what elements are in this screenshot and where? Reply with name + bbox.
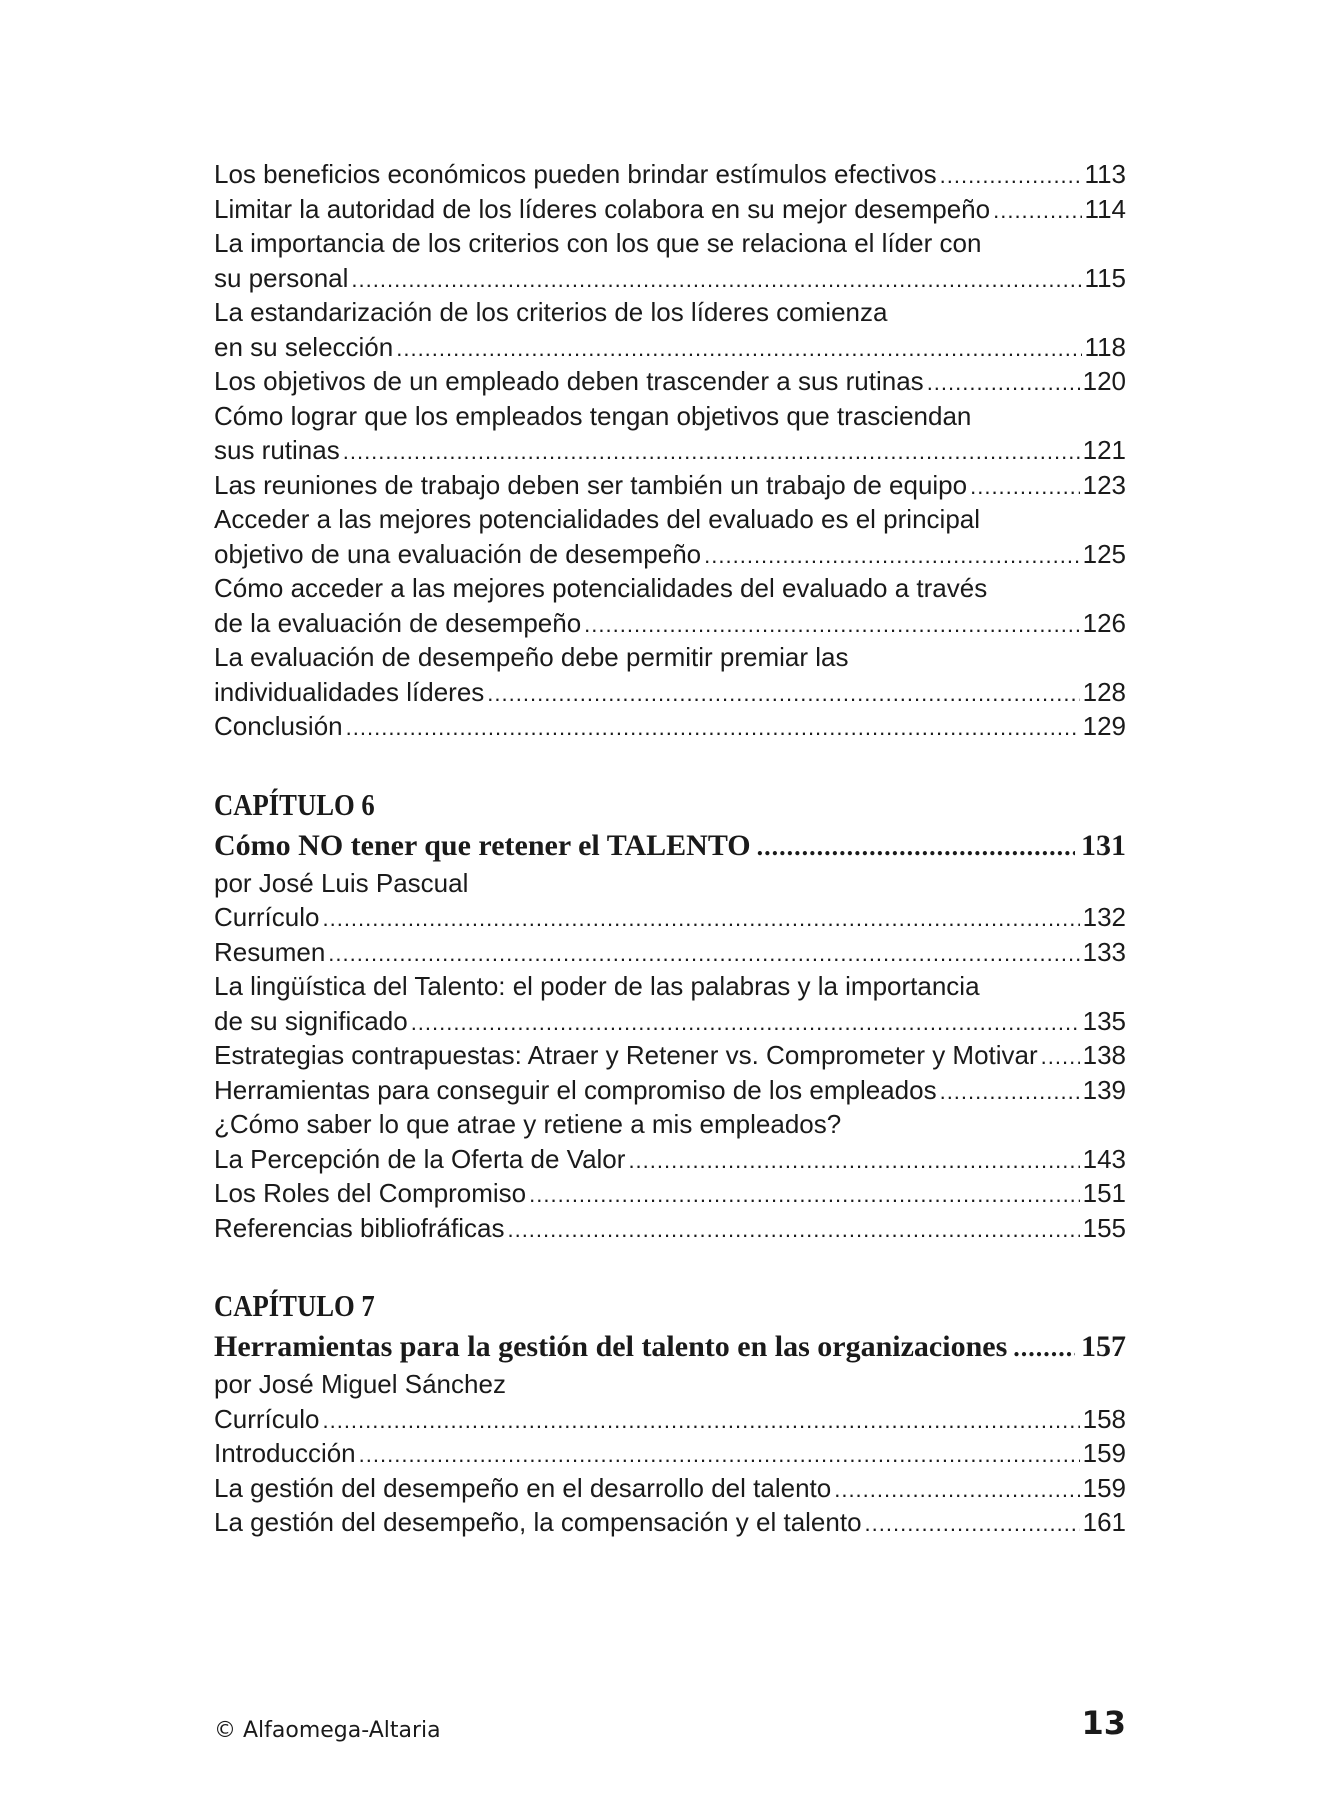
toc-entry-line1: Cómo acceder a las mejores potencialidades del evaluado a través: [214, 573, 988, 603]
toc-entry: Conclusión ..... 129: [214, 709, 1126, 744]
page-number: 13: [1081, 1704, 1126, 1742]
toc-entry: su personal ..... 115: [214, 261, 1126, 296]
toc-entry: Limitar la autoridad de los líderes colabora en su mejor desempeño ..... 114: [214, 192, 1126, 227]
chapter-author: por José Luis Pascual: [214, 867, 469, 898]
toc-entry: La Percepción de la Oferta de Valor ..... 143: [214, 1142, 1126, 1177]
toc-entry-line1: La estandarización de los criterios de los líderes comienza: [214, 297, 888, 327]
toc-entry: Resumen ..... 133: [214, 935, 1126, 970]
toc-entry: Referencias bibliofráficas ..... 155: [214, 1211, 1126, 1246]
toc-entry-line1: Cómo lograr que los empleados tengan objetivos que trasciendan: [214, 400, 972, 431]
toc-entry: de su significado ..... 135: [214, 1004, 1126, 1039]
toc-entry: Currículo ..... 132: [214, 900, 1126, 935]
toc-entry: La gestión del desempeño, la compensación y el talento ..... 161: [214, 1505, 1126, 1540]
toc-entry: La gestión del desempeño en el desarrollo del talento ..... 159: [214, 1471, 1126, 1506]
chapter-title: Cómo NO tener que retener el TALENTO ..... 131: [214, 826, 1126, 866]
toc-entry: en su selección ..... 118: [214, 330, 1126, 365]
toc-entry-line1: La lingüística del Talento: el poder de las palabras y la importancia: [214, 971, 980, 1001]
chapter-heading: CAPÍTULO 7: [214, 1288, 375, 1323]
toc-entry: Los beneficios económicos pueden brindar estímulos efectivos ..... 113: [214, 157, 1126, 192]
toc-entry: Introducción ..... 159: [214, 1436, 1126, 1471]
toc-entry: objetivo de una evaluación de desempeño ..... 125: [214, 537, 1126, 572]
toc-section-top: [214, 157, 1126, 744]
toc-entry: Las reuniones de trabajo deben ser también un trabajo de equipo ..... 123: [214, 468, 1126, 503]
toc-chapter-6: [214, 784, 1126, 1246]
toc-entry: Los Roles del Compromiso ..... 151: [214, 1176, 1126, 1211]
toc-entry-line1: La evaluación de desempeño debe permitir premiar las: [214, 642, 849, 672]
toc-entry-line1: Acceder a las mejores potencialidades del evaluado es el principal: [214, 504, 981, 534]
toc-entry: individualidades líderes ..... 128: [214, 675, 1126, 710]
publisher-footer: © Alfaomega-Altaria: [214, 1718, 441, 1743]
toc-entry: Estrategias contrapuestas: Atraer y Retener vs. Comprometer y Motivar ..... 138: [214, 1038, 1126, 1073]
toc-entry: de la evaluación de desempeño ..... 126: [214, 606, 1126, 641]
toc-entry: Herramientas para conseguir el compromiso de los empleados ..... 139: [214, 1073, 1126, 1108]
chapter-title: Herramientas para la gestión del talento en las organizaciones ..... 157: [214, 1327, 1126, 1367]
toc-entry: Currículo ..... 158: [214, 1402, 1126, 1437]
chapter-heading: CAPÍTULO 6: [214, 786, 375, 822]
toc-entry: sus rutinas ..... 121: [214, 433, 1126, 468]
toc-entry-line1: La importancia de los criterios con los que se relaciona el líder con: [214, 228, 982, 258]
table-of-contents: [214, 157, 1126, 1540]
toc-entry-line1: ¿Cómo saber lo que atrae y retiene a mis empleados?: [214, 1109, 842, 1139]
toc-chapter-7: [214, 1285, 1126, 1540]
toc-entry: Los objetivos de un empleado deben trascender a sus rutinas ..... 120: [214, 364, 1126, 399]
chapter-author: por José Miguel Sánchez: [214, 1369, 506, 1399]
